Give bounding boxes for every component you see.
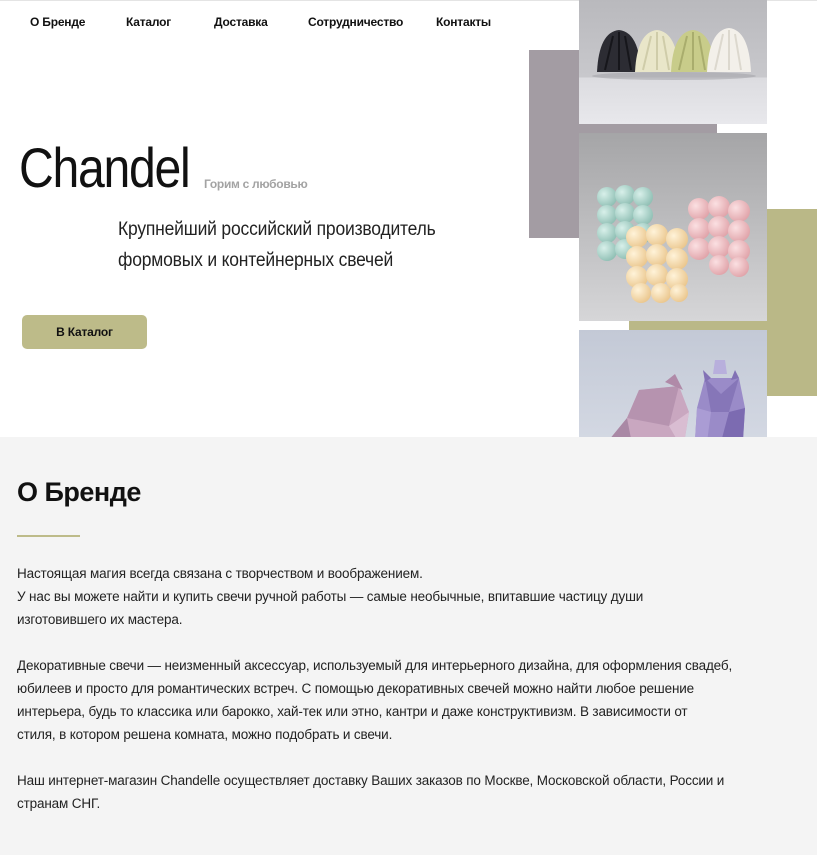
nav-item-delivery[interactable]: Доставка [214,15,268,29]
nav-item-contacts[interactable]: Контакты [436,15,491,29]
brand-title: Chandel [19,136,190,199]
about-section [0,437,817,855]
about-text-line: У нас вы можете найти и купить свечи ручной работы — самые необычные, впитавшие частицу души [17,589,644,604]
nav-item-about[interactable]: О Бренде [30,15,86,29]
about-text-line: Наш интернет-магазин Chandelle осуществляет доставку Ваших заказов по Москве, Московской области, России и [17,773,725,788]
about-paragraph [17,654,807,746]
to-catalog-button[interactable]: В Каталог [22,315,147,349]
about-text [17,562,807,838]
brand-tagline: Горим с любовью [204,177,308,191]
about-text-line: странам СНГ. [17,796,101,811]
about-title-underline [17,535,80,537]
about-text-line: интерьера, будь то классика или барокко, хай-тек или этно, кантри и даже конструктивизм. В зависимости от [17,704,688,719]
nav-item-cooperation[interactable]: Сотрудничество [308,15,404,29]
about-paragraph [17,769,807,815]
about-text-line: стиля, в котором решена комната, можно подобрать и свечи. [17,727,393,742]
hero-subtitle-line: Крупнейший российский производитель [118,219,436,240]
main-nav [0,15,560,33]
hero-subtitle-line: формовых и контейнерных свечей [118,250,394,271]
about-text-line: Настоящая магия всегда связана с творчеством и воображением. [17,566,423,581]
nav-item-catalog[interactable]: Каталог [126,15,172,29]
hero-subtitle [118,214,518,276]
bubble-candles-image [579,133,767,321]
about-text-line: Декоративные свечи — неизменный аксессуар, используемый для интерьерного дизайна, для оформления свадеб, [17,658,733,673]
shell-candles-image [579,0,767,124]
about-title: О Бренде [17,477,141,507]
about-text-line: юбилеев и просто для романтических встреч. С помощью декоративных свечей можно найти любое решение [17,681,695,696]
about-paragraph [17,562,807,631]
about-text-line: изготовившего их мастера. [17,612,183,627]
